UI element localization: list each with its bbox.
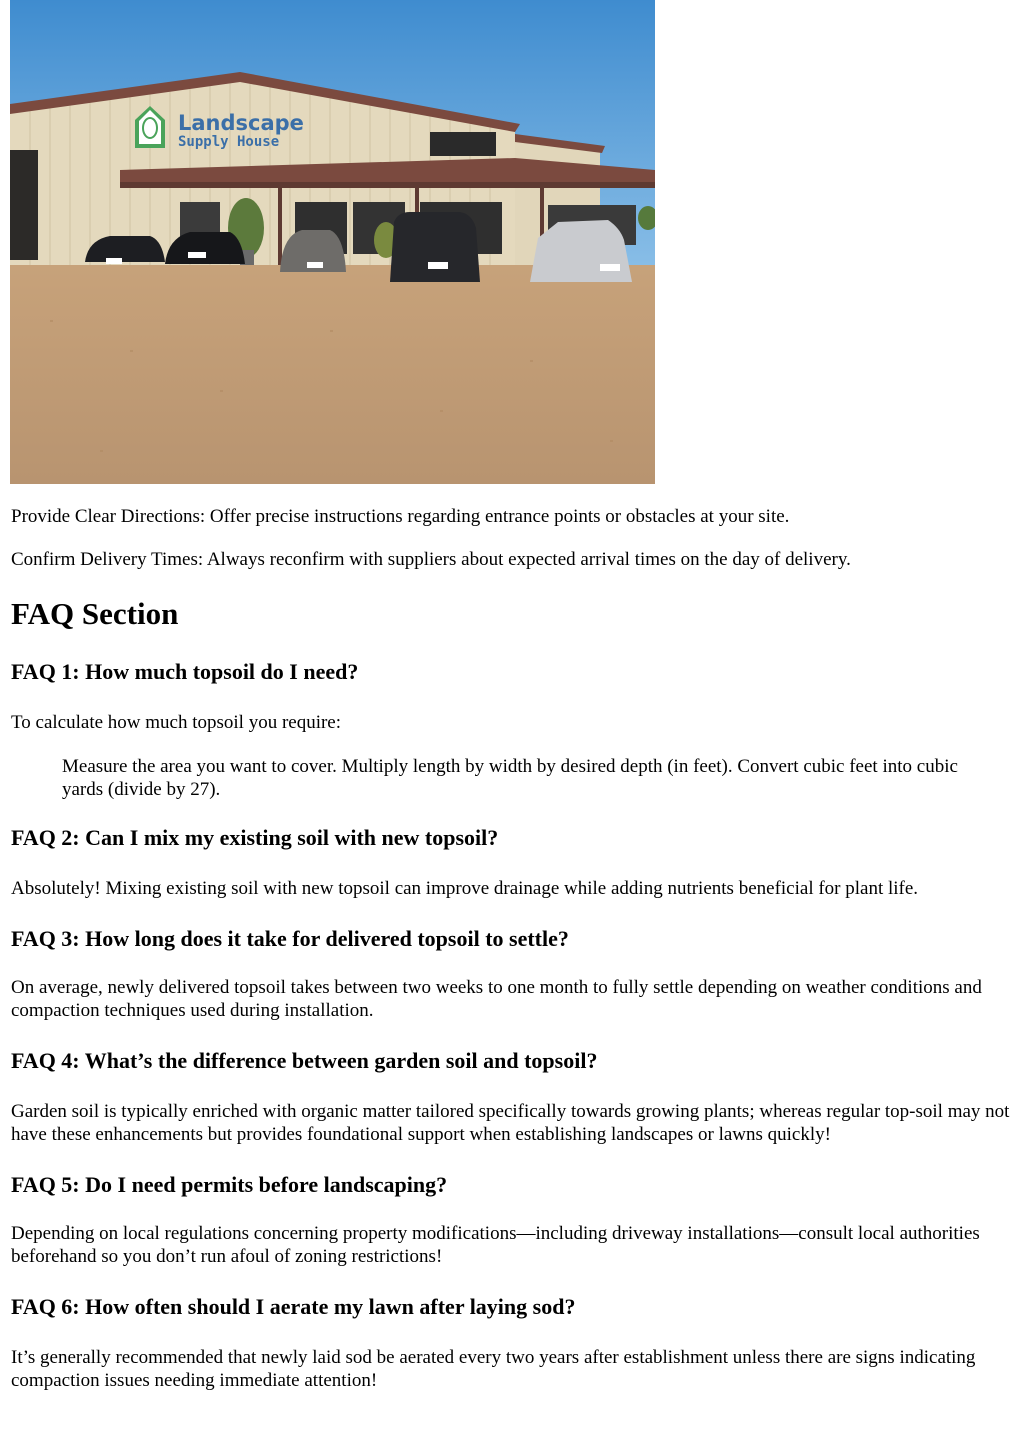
faq-answer-2: Absolutely! Mixing existing soil with new topsoil can improve drainage while adding nutrients beneficial for plant life. [11,878,919,899]
faq-heading: FAQ Section [11,596,179,631]
sign-title: Landscape [178,111,304,135]
faq-question-2: FAQ 2: Can I mix my existing soil with new topsoil? [11,825,499,850]
faq-question-4: FAQ 4: What’s the difference between garden soil and topsoil? [11,1048,598,1073]
faq-answer-6: It’s generally recommended that newly laid sod be aerated every two years after establishment unless there are signs indicating compaction issues needing immediate attention! [11,1347,976,1391]
directions-paragraph: Provide Clear Directions: Offer precise instructions regarding entrance points or obstacles at your site. [11,506,790,527]
faq-question-3: FAQ 3: How long does it take for delivered topsoil to settle? [11,926,569,951]
sign-subtitle: Supply House [178,134,280,150]
faq-answer-1: To calculate how much topsoil you require: [11,712,342,733]
faq-answer-3: On average, newly delivered topsoil takes between two weeks to one month to fully settle depending on weather conditions and compaction techniques used during installation. [11,977,982,1021]
faq-question-1: FAQ 1: How much topsoil do I need? [11,659,359,684]
faq-question-6: FAQ 6: How often should I aerate my lawn after laying sod? [11,1294,576,1319]
storefront-photo [10,0,655,484]
faq-question-5: FAQ 5: Do I need permits before landscaping? [11,1172,448,1197]
faq-answer-5: Depending on local regulations concerning property modifications—including driveway installations—consult local authorities beforehand so you don’t run afoul of zoning restrictions! [11,1223,980,1267]
faq-detail-1: Measure the area you want to cover. Multiply length by width by desired depth (in feet). Convert cubic feet into cubic yards (divide by 27). [62,756,958,800]
faq-answer-4: Garden soil is typically enriched with organic matter tailored specifically towards growing plants; whereas regular top-soil may not have these enhancements but provides foundational support when establishing landscapes or lawns quickly! [11,1101,1010,1145]
delivery-paragraph: Confirm Delivery Times: Always reconfirm with suppliers about expected arrival times on the day of delivery. [11,549,851,570]
